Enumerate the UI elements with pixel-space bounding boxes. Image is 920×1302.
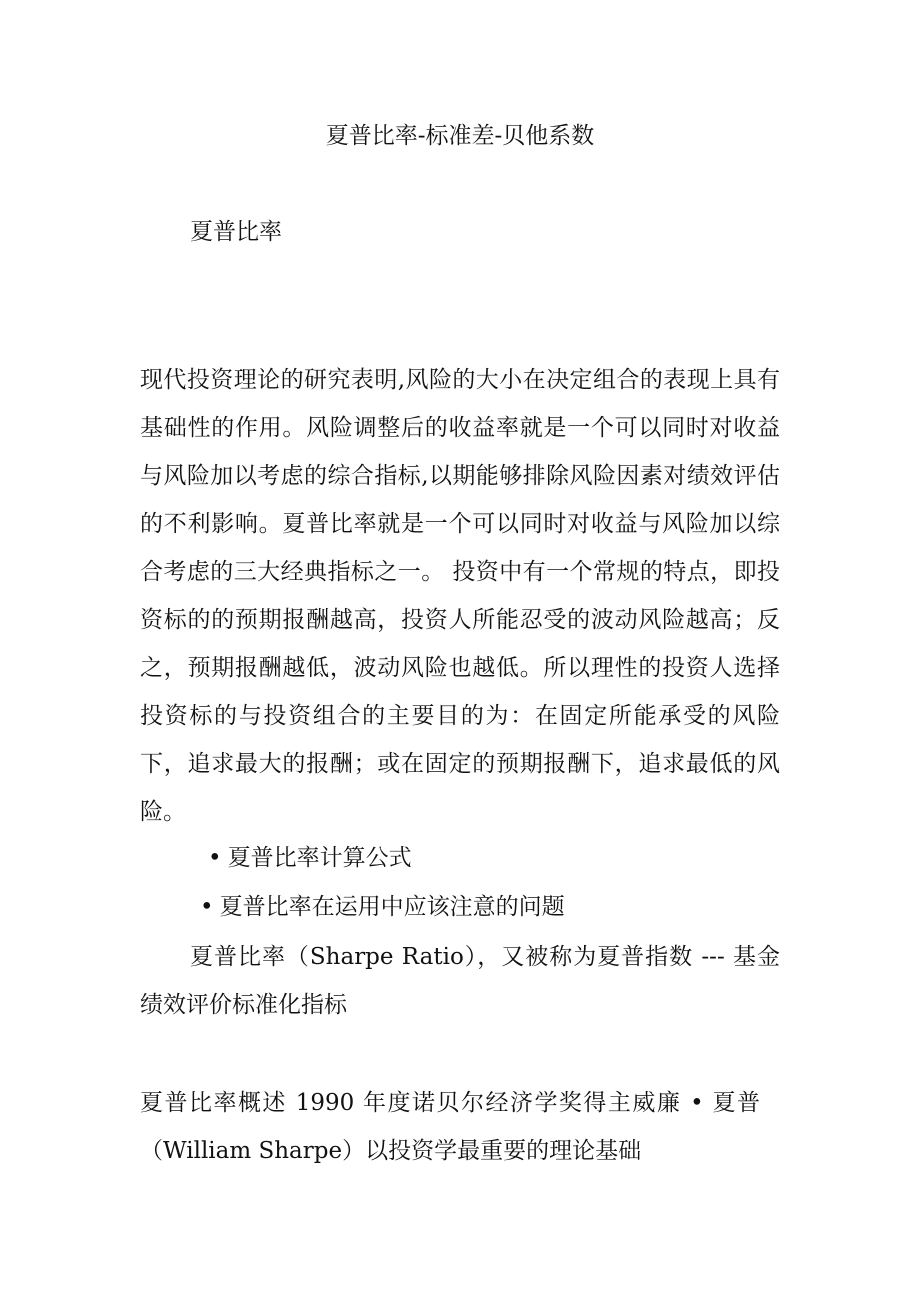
body-paragraph-intro: 现代投资理论的研究表明,风险的大小在决定组合的表现上具有基础性的作用。风险调整后的收益率就是一个可以同时对收益与风险加以考虑的综合指标,以期能够排除风险因素对绩效评估的不利影响。夏普比率就是一个可以同时对收益与风险加以综合考虑的三大经典指标之一。 投资中有一个常规的特点，即投资标的的预期报酬越高，投资人所能忍受的波动风险越高；反之，预期报酬越低，波动风险也越低。所以理性的投资人选择投资标的与投资组合的主要目的为：在固定所能承受的风险下，追求最大的报酬；或在固定的预期报酬下，追求最低的风险。 — [140, 367, 780, 825]
document-title: 夏普比率-标准差-贝他系数 — [325, 123, 595, 149]
bullet-marker: • — [208, 845, 222, 871]
body-paragraph-definition: 夏普比率（Sharpe Ratio），又被称为夏普指数 --- 基金绩效评价标准化指标 — [140, 944, 780, 1018]
bullet-item-formula — [208, 840, 412, 876]
bullet-item-label: 夏普比率在运用中应该注意的问题 — [219, 894, 565, 920]
section-heading: 夏普比率 — [190, 219, 282, 245]
bullet-item-notes — [200, 889, 565, 925]
bullet-item-label: 夏普比率计算公式 — [227, 845, 412, 871]
bullet-marker: • — [200, 894, 214, 920]
body-paragraph-overview: 夏普比率概述 1990 年度诺贝尔经济学奖得主威廉 • 夏普（William Sharpe）以投资学最重要的理论基础 — [140, 1090, 760, 1164]
